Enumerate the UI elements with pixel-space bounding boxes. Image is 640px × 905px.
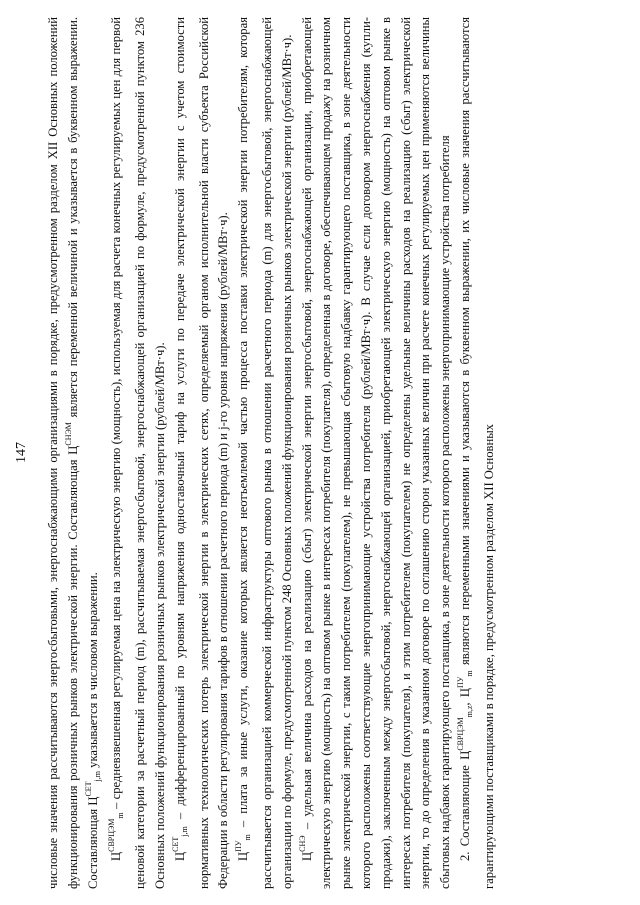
symbol-base: Ц (172, 851, 187, 861)
symbol-superscript: ПУ (455, 676, 465, 689)
symbol-base: Ц (457, 688, 472, 698)
symbol-superscript: СНЭМ (63, 422, 73, 446)
symbol-subscript: m,z (464, 705, 474, 718)
text-run: – дифференцированный по уровням напряжения одноставочный тариф на услуги по передаче электрической энергии с учетом стоимости нормативных технологических потерь электрической энергии в электрических сетях, определяемый органом исполнительной власти субъекта Российской Федерации в области регулирования тарифов в отношении расчетного периода (m) и j-го уровня напряжения (рублей/МВт·ч). (172, 17, 231, 889)
symbol-base: Ц (85, 796, 100, 806)
text-run: – плата за иные услуги, оказание которых является неотъемлемой частью процесса поставки электрической энергии потребителям, которая рассчитывается организацией коммерческой инфраструктуры оптового рынка в отношении расчетного периода (m) для энергосбытовой, энергоснабжающей организации по формуле, предусмотренной пунктом 248 Основных положений функционирования розничных рынков электрической энергии (рублей/МВт·ч). (236, 17, 294, 889)
text-run: являются переменными значениями и указываются в буквенном выражении, их числовые значения рассчитываются гарантирующими поставщиками в порядке, предусмотренном разделом XII Основных (457, 17, 496, 889)
paragraph (234, 17, 297, 889)
symbol-superscript: СНЭ (297, 835, 307, 852)
paragraph (456, 17, 500, 889)
symbol-subscript: j,m (179, 826, 189, 837)
text-run: указывается в числовом выражении. (85, 572, 100, 771)
text-run: – средневзвешенная регулируемая цена на электрическую энергию (мощность), используемая для расчета конечных регулируемых цен для первой ценовой категории за расчетный период (m), рассчитываемая энергосбытовой, энергоснабжающей организацией по формуле, предусмотренной пунктом 236 Основных положений функционирования розничных рынков электрической энергии (рублей/МВт·ч). (109, 17, 167, 889)
formula-symbol (297, 835, 314, 861)
symbol-subscript: m (116, 812, 126, 819)
formula-symbol (83, 770, 102, 806)
document-body (44, 17, 500, 889)
symbol-base: Ц (65, 445, 80, 455)
symbol-base: Ц (236, 851, 251, 861)
text-run: , (457, 697, 472, 706)
symbol-subscript: m (464, 670, 474, 677)
text-run: является переменной величиной и указывается в буквенном выражении. Составляющая (65, 17, 100, 889)
symbol-superscript: ПУ (234, 840, 244, 852)
symbol-superscript: СВРЦЭМ (455, 717, 465, 751)
formula-symbol (455, 705, 474, 760)
page-number: 147 (14, 442, 29, 463)
symbol-base: Ц (457, 750, 472, 760)
symbol-base: Ц (299, 851, 314, 861)
symbol-superscript: СЕТ (170, 836, 180, 852)
formula-symbol (170, 826, 189, 861)
text-run: 2. Составляющие (457, 759, 472, 861)
paragraph (171, 17, 234, 889)
formula-symbol (107, 812, 126, 861)
paragraph (44, 17, 107, 889)
text-run: числовые значения рассчитываются энергосбытовыми, энергоснабжающими организациями в порядке, предусмотренном разделом XII Основных положений функционирования розничных рынков электрической энергии. Составляющая (46, 17, 80, 889)
paragraph (298, 17, 456, 889)
symbol-superscript: СВРЦЭМ (107, 818, 117, 852)
symbol-superscript: СЕТ (83, 781, 93, 797)
formula-symbol (455, 670, 474, 698)
text-run: – удельная величина расходов на реализацию (сбыт) электрической энергии энергосбытовой, энергоснабжающей организации, приобретающей электрическую энергию (мощность) на оптовом рынке в интересах потребителя (покупателя), определенная в договоре, обеспечивающем продажу на розничном рынке электрической энергии, с таким потребителем (покупателем), не превышающая сбытовую надбавку гарантирующего поставщика, в зоне деятельности которого расположены соответствующие энергопринимающие устройства потребителя (рублей/МВт·ч). В случае если договором энергоснабжения (купли-продажи), заключенным между энергосбытовой, энергоснабжающей организацией, приобретающей электрическую энергию (мощность) на оптовом рынке в интересах потребителя (покупателя), и этим потребителем (покупателем) не определены удельные величины расходов на реализацию (сбыт) электрической энергии, то до определения в указанном договоре по соглашению сторон указанных величин при расчете конечных регулируемых цен применяются величины сбытовых надбавок гарантирующего поставщика, в зоне деятельности которого расположены энергопринимающие устройства потребителя (299, 17, 453, 889)
symbol-base: Ц (109, 851, 124, 861)
formula-symbol (63, 422, 80, 455)
symbol-subscript: m (243, 834, 253, 841)
formula-symbol (234, 834, 253, 861)
symbol-subscript: j,m (92, 770, 102, 782)
paragraph (107, 17, 170, 889)
